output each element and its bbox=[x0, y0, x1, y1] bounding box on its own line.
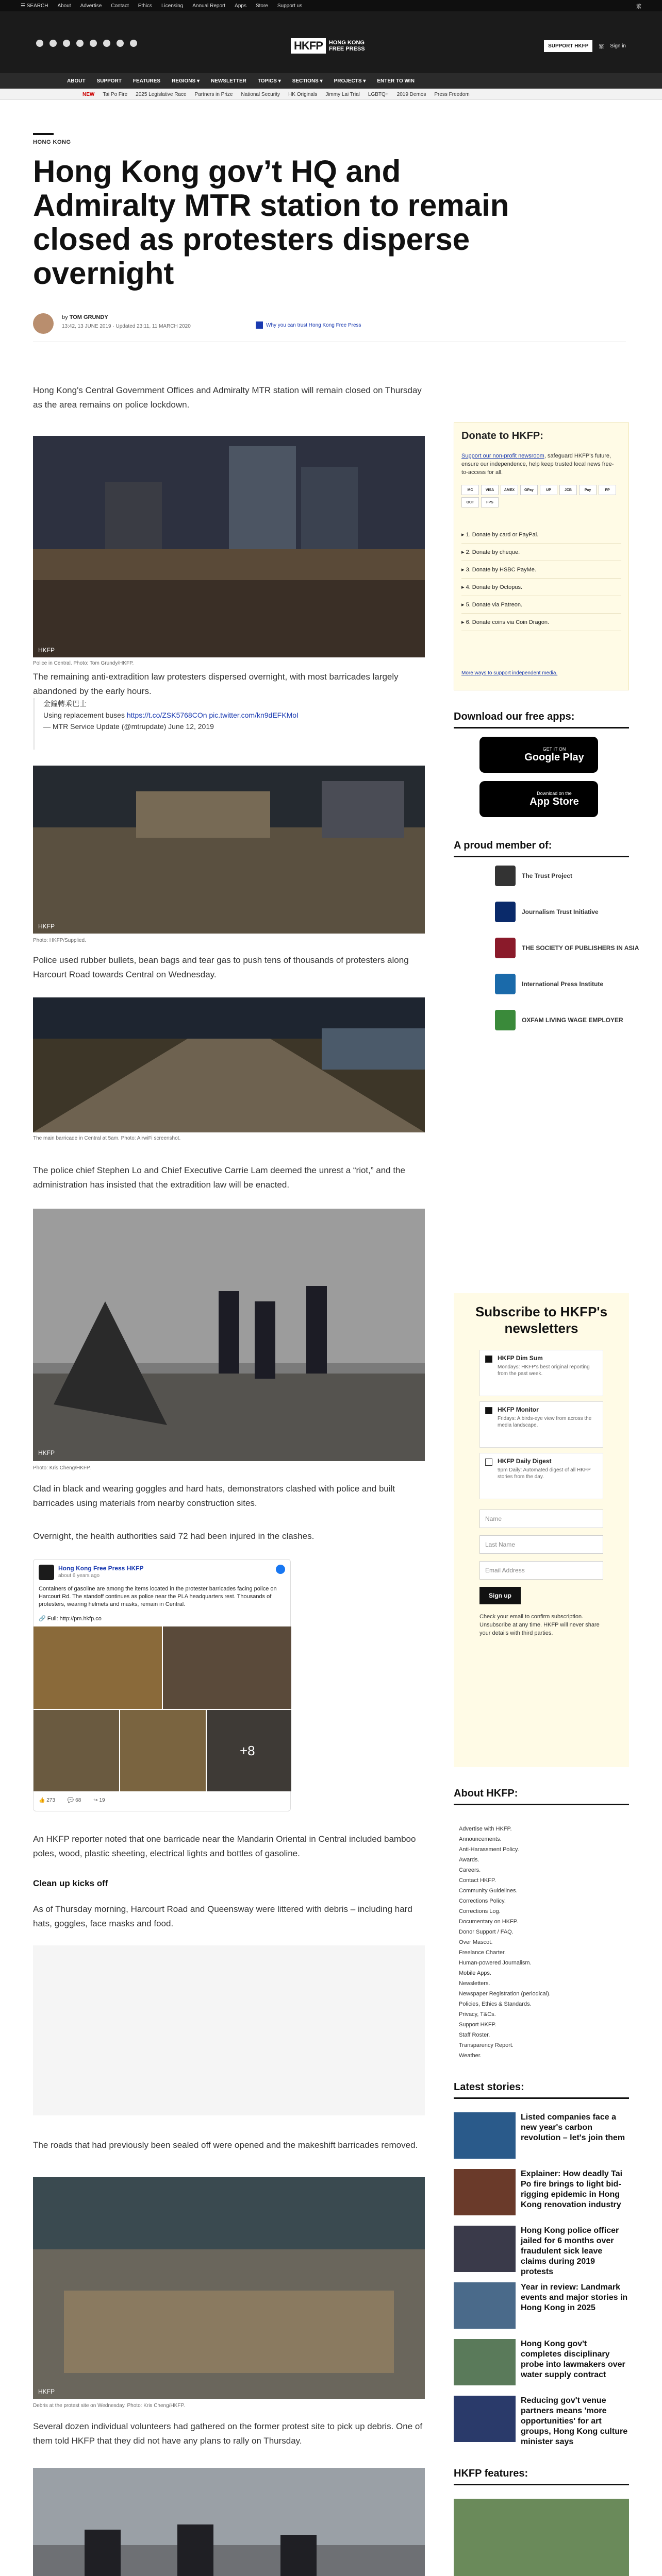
tweet-line2: Using replacement buses bbox=[43, 711, 125, 719]
checkbox-icon[interactable] bbox=[485, 1407, 492, 1414]
paragraph: As of Thursday morning, Harcourt Road and Queensway were littered with debris – including hard hats, goggles, face masks and food. bbox=[33, 1904, 412, 1928]
donate-title: Donate to HKFP: bbox=[461, 430, 543, 442]
subnav-item[interactable]: HK Originals bbox=[288, 91, 318, 97]
about-link[interactable]: Contact HKFP. bbox=[459, 1877, 496, 1884]
facebook-icon[interactable] bbox=[276, 1565, 285, 1574]
subnav-item[interactable]: LGBTQ+ bbox=[368, 91, 389, 97]
paragraph: Overnight, the health authorities said 72 had been injured in the clashes. bbox=[33, 1531, 315, 1541]
site-header bbox=[0, 11, 662, 73]
top-bar bbox=[0, 0, 662, 11]
trust-icon bbox=[256, 321, 263, 329]
about-link[interactable]: Newspaper Registration (periodical). bbox=[459, 1991, 551, 1997]
email-input[interactable]: Email Address bbox=[479, 1561, 603, 1580]
fb-shares-count: 19 bbox=[99, 1798, 105, 1803]
subnav-item[interactable]: 2019 Demos bbox=[396, 91, 426, 97]
subnav-item[interactable]: Partners in Prize bbox=[194, 91, 233, 97]
story-title: Reducing gov't venue partners means 'more opportunities' for art groups, Hong Kong culture minister says bbox=[521, 2396, 628, 2446]
subnav-item[interactable]: National Security bbox=[241, 91, 280, 97]
story-title: Explainer: How deadly Tai Po fire brings to light bid-rigging epidemic in Hong Kong renovation industry bbox=[521, 2170, 623, 2209]
fb-page-name[interactable]: Hong Kong Free Press HKFP bbox=[58, 1565, 144, 1572]
name-input[interactable]: Name bbox=[479, 1510, 603, 1528]
gp-big: Google Play bbox=[524, 751, 584, 763]
article-title: Hong Kong gov’t HQ and Admiralty MTR station to remain closed as protesters disperse overnight bbox=[33, 154, 509, 291]
paragraph: Several dozen individual volunteers had gathered on the former protest site to pick up debris. One of them told HKFP that they did not have any plans to rally on Thursday. bbox=[33, 2421, 423, 2446]
article-image-5[interactable] bbox=[33, 2177, 425, 2399]
about-link[interactable]: Mobile Apps. bbox=[459, 1970, 491, 1976]
paragraph: An HKFP reporter noted that one barricade near the Mandarin Oriental in Central included bamboo poles, wood, plastic sheeting, electrical lights and bottles of gasoline. bbox=[33, 1834, 416, 1858]
newsletter-option-desc: Mondays: HKFP's best original reporting from the past week. bbox=[498, 1364, 590, 1377]
octopus-icon: OCT bbox=[461, 497, 479, 507]
trust-link[interactable] bbox=[256, 321, 361, 329]
article-image-6[interactable] bbox=[33, 2468, 425, 2576]
about-link[interactable]: Newsletters. bbox=[459, 1980, 490, 1987]
trust-link-label: Why you can trust Hong Kong Free Press bbox=[266, 322, 361, 328]
nav-enter-to-win[interactable]: ENTER TO WIN bbox=[377, 78, 415, 84]
about-link[interactable]: Community Guidelines. bbox=[459, 1888, 518, 1894]
article-image-3[interactable] bbox=[33, 997, 425, 1132]
donate-more-link[interactable]: More ways to support independent media. bbox=[461, 670, 558, 676]
social-icons bbox=[36, 40, 137, 47]
latest-heading: Latest stories: bbox=[454, 2081, 629, 2099]
features-heading: HKFP features: bbox=[454, 2468, 629, 2485]
donate-option[interactable]: ▸ 6. Donate coins via Coin Dragon. bbox=[461, 614, 621, 631]
member-label: Journalism Trust Initiative bbox=[522, 908, 599, 916]
subnav-item[interactable]: Jimmy Lai Trial bbox=[325, 91, 360, 97]
tweet-link[interactable]: https://t.co/ZSK5768COn pic.twitter.com/kn9dEFKMoI bbox=[126, 711, 299, 719]
debris-photo bbox=[33, 2177, 425, 2399]
logo-abbr: HKFP bbox=[291, 38, 326, 54]
article-dates: 13:42, 13 JUNE 2019 · Updated 23:11, 11 MARCH 2020 bbox=[62, 324, 191, 329]
feature-story[interactable] bbox=[454, 2499, 629, 2576]
site-logo[interactable] bbox=[291, 38, 365, 54]
amex-icon: AMEX bbox=[501, 485, 518, 495]
article-image-2[interactable] bbox=[33, 766, 425, 934]
donate-option[interactable]: ▸ 4. Donate by Octopus. bbox=[461, 579, 621, 596]
nav-features[interactable]: FEATURES bbox=[133, 78, 161, 84]
newsletter-option-title: HKFP Monitor bbox=[498, 1406, 539, 1413]
image-watermark: HKFP bbox=[38, 2388, 55, 2395]
about-link[interactable]: Corrections Policy. bbox=[459, 1898, 506, 1904]
about-link[interactable]: Staff Roster. bbox=[459, 2032, 490, 2038]
instagram-icon[interactable] bbox=[63, 40, 70, 47]
nav-projects[interactable]: PROJECTS ▾ bbox=[334, 78, 366, 84]
newsletter-option-daily[interactable] bbox=[479, 1453, 603, 1499]
article-category[interactable]: HONG KONG bbox=[33, 139, 71, 145]
article-image-4[interactable] bbox=[33, 1209, 425, 1461]
nav-about[interactable]: ABOUT bbox=[67, 78, 86, 84]
fps-icon: FPS bbox=[481, 497, 499, 507]
about-link[interactable]: Announcements. bbox=[459, 1836, 502, 1842]
about-link[interactable]: Advertise with HKFP. bbox=[459, 1826, 512, 1832]
oxfam-icon bbox=[495, 1010, 516, 1030]
member-label: International Press Institute bbox=[522, 980, 604, 988]
police-photo bbox=[33, 436, 425, 657]
lang-toggle[interactable]: 繁 bbox=[599, 44, 604, 50]
as-small: Download on the bbox=[537, 790, 572, 796]
story-title: Hong Kong gov't completes disciplinary probe into lawmakers over water supply contract bbox=[521, 2340, 625, 2379]
latest-story[interactable] bbox=[454, 2282, 629, 2334]
donate-option[interactable]: ▸ 5. Donate via Patreon. bbox=[461, 596, 621, 614]
fb-comments-count: 68 bbox=[75, 1798, 81, 1803]
support-button[interactable]: SUPPORT HKFP bbox=[544, 40, 592, 52]
donate-link[interactable]: Support our non-profit newsroom bbox=[461, 453, 544, 459]
donate-option[interactable]: ▸ 3. Donate by HSBC PayMe. bbox=[461, 561, 621, 579]
protest-photo-2 bbox=[33, 766, 425, 934]
donate-option-label: 5. Donate via Patreon. bbox=[466, 602, 523, 608]
topbar-lang[interactable]: 繁 bbox=[636, 4, 641, 10]
logo-line1: HONG KONG bbox=[328, 40, 365, 46]
mastercard-icon: MC bbox=[461, 485, 479, 495]
newsletter-option-desc: Fridays: A birds-eye view from across the media landscape. bbox=[498, 1416, 592, 1428]
email-icon[interactable] bbox=[130, 40, 137, 47]
sopa-icon bbox=[495, 938, 516, 958]
donate-option-label: 6. Donate coins via Coin Dragon. bbox=[466, 619, 550, 625]
fb-likes[interactable]: 👍 273 bbox=[39, 1798, 55, 1803]
topbar-link-store[interactable]: Store bbox=[255, 3, 268, 9]
topbar-link-licensing[interactable]: Licensing bbox=[161, 3, 184, 9]
telegram-icon[interactable] bbox=[103, 40, 110, 47]
image-caption: Police in Central. Photo: Tom Grundy/HKFP. bbox=[33, 660, 134, 666]
search-link[interactable]: ☰ SEARCH bbox=[21, 3, 48, 9]
topbar-link-about[interactable]: About bbox=[57, 3, 71, 9]
topbar-link-support[interactable]: Support us bbox=[277, 3, 303, 9]
subnav-item[interactable]: 2025 Legislative Race bbox=[136, 91, 187, 97]
apps-heading: Download our free apps: bbox=[454, 711, 629, 728]
tweet-line1: 金鐘轉乘巴士 bbox=[43, 700, 87, 708]
about-link[interactable]: Anti-Harassment Policy. bbox=[459, 1846, 519, 1853]
nav-regions[interactable]: REGIONS ▾ bbox=[172, 78, 200, 84]
author-prefix: by bbox=[62, 314, 68, 320]
paypal-icon: PP bbox=[599, 485, 616, 495]
donate-option[interactable]: ▸ 1. Donate by card or PayPal. bbox=[461, 526, 621, 544]
volunteers-photo bbox=[33, 2468, 425, 2576]
donate-text bbox=[461, 452, 616, 477]
fb-page-avatar[interactable] bbox=[39, 1565, 54, 1580]
member-jti[interactable] bbox=[495, 902, 599, 922]
image-caption: Photo: Kris Cheng/HKFP. bbox=[33, 1465, 91, 1471]
about-link[interactable]: Awards. bbox=[459, 1857, 479, 1863]
newsletter-option-desc: 9pm Daily: Automated digest of all HKFP stories from the day. bbox=[498, 1467, 591, 1480]
feature-image bbox=[454, 2499, 629, 2576]
unionpay-icon: UP bbox=[540, 485, 557, 495]
donate-option[interactable]: ▸ 2. Donate by cheque. bbox=[461, 544, 621, 561]
about-link[interactable]: Careers. bbox=[459, 1867, 481, 1873]
member-label: The Trust Project bbox=[522, 872, 573, 879]
about-heading: About HKFP: bbox=[454, 1788, 629, 1805]
about-link[interactable]: Over Mascot. bbox=[459, 1939, 493, 1945]
subnav-item[interactable]: Tai Po Fire bbox=[103, 91, 128, 97]
image-watermark: HKFP bbox=[38, 923, 55, 930]
app-store-button[interactable] bbox=[479, 781, 598, 817]
donate-box bbox=[454, 422, 629, 690]
paragraph: Police used rubber bullets, bean bags and tear gas to push tens of thousands of protesters along Harcourt Road towards Central on Wednesday. bbox=[33, 955, 409, 979]
author-line bbox=[62, 314, 108, 320]
apple-pay-icon: Pay bbox=[579, 485, 597, 495]
donate-option-label: 2. Donate by cheque. bbox=[466, 549, 520, 555]
logo-text bbox=[329, 40, 365, 52]
category-rule bbox=[33, 133, 54, 135]
signup-button[interactable]: Sign up bbox=[479, 1587, 521, 1604]
sub-nav bbox=[0, 89, 662, 100]
nav-newsletter[interactable]: NEWSLETTER bbox=[210, 78, 246, 84]
payment-cards bbox=[461, 485, 621, 507]
latest-story[interactable] bbox=[454, 2226, 629, 2277]
ipi-icon bbox=[495, 974, 516, 994]
newsletter-option-monitor[interactable] bbox=[479, 1401, 603, 1448]
member-label: THE SOCIETY OF PUBLISHERS IN ASIA bbox=[522, 944, 639, 952]
article-spacer bbox=[33, 1945, 425, 2115]
donate-options bbox=[461, 526, 621, 631]
about-link[interactable]: Transparency Report. bbox=[459, 2042, 514, 2048]
paragraph: Hong Kong's Central Government Offices and Admiralty MTR station will remain closed on Thursday as the area remains on police lockdown. bbox=[33, 385, 422, 410]
main-nav bbox=[0, 73, 662, 89]
linkedin-icon[interactable] bbox=[90, 40, 97, 47]
newsletter-option-title: HKFP Daily Digest bbox=[498, 1458, 552, 1465]
about-link[interactable]: Documentary on HKFP. bbox=[459, 1919, 518, 1925]
donate-option-label: 4. Donate by Octopus. bbox=[466, 584, 523, 590]
about-link[interactable]: Donor Support / FAQ. bbox=[459, 1929, 514, 1935]
story-thumbnail bbox=[454, 2396, 516, 2442]
signin-link[interactable]: Sign in bbox=[610, 43, 626, 49]
latest-story[interactable] bbox=[454, 2169, 629, 2221]
donate-option-label: 3. Donate by HSBC PayMe. bbox=[466, 567, 536, 573]
about-list bbox=[459, 1824, 629, 2061]
member-sopa[interactable] bbox=[495, 938, 639, 958]
last-name-input[interactable]: Last Name bbox=[479, 1535, 603, 1554]
image-caption: The main barricade in Central at 5am. Photo: AirwiFi screenshot. bbox=[33, 1136, 181, 1141]
story-thumbnail bbox=[454, 2339, 516, 2385]
donate-text-body: , safeguard HKFP's future, ensure our independence, help keep trusted local news free-to-access for all. bbox=[461, 453, 614, 476]
fb-stats bbox=[39, 1798, 105, 1803]
newsletter-box bbox=[454, 1293, 629, 1767]
fb-comments[interactable]: 💬 68 bbox=[67, 1798, 81, 1803]
facebook-icon[interactable] bbox=[36, 40, 43, 47]
fb-shares[interactable]: ↪ 19 bbox=[93, 1798, 105, 1803]
story-thumbnail bbox=[454, 2112, 516, 2159]
fb-photo-grid[interactable] bbox=[34, 1626, 291, 1791]
search-label: SEARCH bbox=[26, 3, 48, 9]
newsletter-option-dim-sum[interactable] bbox=[479, 1350, 603, 1396]
checkbox-icon[interactable] bbox=[485, 1459, 492, 1466]
about-link[interactable]: Privacy, T&Cs. bbox=[459, 2011, 496, 2018]
topbar-link-annual-report[interactable]: Annual Report bbox=[192, 3, 226, 9]
about-link[interactable]: Support HKFP. bbox=[459, 2022, 496, 2028]
image-watermark: HKFP bbox=[38, 647, 55, 654]
image-caption: Photo: HKFP/Supplied. bbox=[33, 938, 86, 943]
member-oxfam[interactable] bbox=[495, 1010, 623, 1030]
author-name[interactable]: TOM GRUNDY bbox=[69, 314, 108, 320]
fb-likes-count: 273 bbox=[46, 1798, 55, 1803]
newsletter-note: Check your email to confirm subscription. Unsubscribe at any time. HKFP will never share your details with third parties. bbox=[479, 1614, 600, 1636]
article-image-police[interactable] bbox=[33, 436, 425, 657]
story-title: Year in review: Landmark events and major stories in Hong Kong in 2025 bbox=[521, 2283, 628, 2312]
youtube-icon[interactable] bbox=[76, 40, 84, 47]
jti-icon bbox=[495, 902, 516, 922]
latest-story[interactable] bbox=[454, 2339, 629, 2391]
google-pay-icon: GPay bbox=[520, 485, 538, 495]
about-link[interactable]: Human-powered Journalism. bbox=[459, 1960, 532, 1966]
latest-story[interactable] bbox=[454, 2396, 629, 2447]
google-play-button[interactable] bbox=[479, 737, 598, 773]
twitter-icon[interactable] bbox=[49, 40, 57, 47]
barricade-photo bbox=[33, 997, 425, 1132]
logo-line2: FREE PRESS bbox=[328, 46, 365, 52]
fb-more-count: +8 bbox=[240, 1743, 255, 1758]
about-link[interactable]: Weather. bbox=[459, 2053, 482, 2059]
topbar-link-ethics[interactable]: Ethics bbox=[138, 3, 152, 9]
subheading: Clean up kicks off bbox=[33, 1878, 108, 1888]
latest-story[interactable] bbox=[454, 2112, 629, 2164]
visa-icon: VISA bbox=[481, 485, 499, 495]
gp-small: GET IT ON bbox=[542, 746, 566, 752]
new-badge: NEW bbox=[82, 91, 95, 97]
embedded-tweet bbox=[33, 698, 425, 750]
paragraph: The remaining anti-extradition law protesters dispersed overnight, with most barricades largely abandoned by the early hours. bbox=[33, 672, 399, 696]
about-link[interactable]: Freelance Charter. bbox=[459, 1950, 506, 1956]
topbar-link-advertise[interactable]: Advertise bbox=[80, 3, 102, 9]
nav-sections[interactable]: SECTIONS ▾ bbox=[292, 78, 323, 84]
paragraph: The police chief Stephen Lo and Chief Executive Carrie Lam deemed the unrest a “riot,” and the administration has insisted that the extradition law will be enacted. bbox=[33, 1165, 405, 1190]
member-label: OXFAM LIVING WAGE EMPLOYER bbox=[522, 1016, 623, 1024]
trust-project-icon bbox=[495, 866, 516, 886]
story-thumbnail bbox=[454, 2169, 516, 2215]
fb-time: about 6 years ago bbox=[58, 1573, 100, 1579]
checkbox-icon[interactable] bbox=[485, 1355, 492, 1363]
jcb-icon: JCB bbox=[559, 485, 577, 495]
author-avatar[interactable] bbox=[33, 313, 54, 334]
story-title: Listed companies face a new year's carbon revolution – let's join them bbox=[521, 2113, 625, 2142]
story-thumbnail bbox=[454, 2226, 516, 2272]
newsletter-option-title: HKFP Dim Sum bbox=[498, 1354, 543, 1362]
fb-post-link[interactable]: 🔗 Full: http://pm.hkfp.co bbox=[39, 1616, 102, 1622]
member-trust-project[interactable] bbox=[495, 866, 572, 886]
tear-gas-photo bbox=[33, 1209, 425, 1461]
paragraph: The roads that had previously been sealed off were opened and the makeshift barricades removed. bbox=[33, 2140, 418, 2150]
byline bbox=[33, 311, 626, 342]
story-title: Hong Kong police officer jailed for 6 months over fraudulent sick leave claims during 2019 protests bbox=[521, 2226, 619, 2276]
member-ipi[interactable] bbox=[495, 974, 603, 994]
image-watermark: HKFP bbox=[38, 1449, 55, 1456]
tweet-source[interactable]: — MTR Service Update (@mtrupdate) June 12, 2019 bbox=[43, 722, 214, 731]
paragraph: Clad in black and wearing goggles and hard hats, demonstrators clashed with police and built barricades using materials from nearby construction sites. bbox=[33, 1484, 395, 1508]
facebook-embed bbox=[33, 1559, 291, 1811]
as-big: App Store bbox=[529, 795, 579, 807]
fb-post-text: Containers of gasoline are among the items located in the protester barricades facing police on Harcourt Rd. The standoff continues as police near the PLA headquarters rest. Thousands of protesters, wearing helmets and masks, remain in Central. bbox=[39, 1586, 277, 1607]
nav-topics[interactable]: TOPICS ▾ bbox=[257, 78, 281, 84]
topbar-link-contact[interactable]: Contact bbox=[111, 3, 129, 9]
newsletter-title: Subscribe to HKFP's newsletters bbox=[475, 1304, 608, 1336]
image-caption: Debris at the protest site on Wednesday. Photo: Kris Cheng/HKFP. bbox=[33, 2403, 185, 2409]
subnav-item[interactable]: Press Freedom bbox=[434, 91, 470, 97]
about-link[interactable]: Corrections Log. bbox=[459, 1908, 501, 1914]
member-heading: A proud member of: bbox=[454, 840, 629, 857]
donate-option-label: 1. Donate by card or PayPal. bbox=[466, 532, 539, 538]
story-thumbnail bbox=[454, 2282, 516, 2329]
topbar-link-apps[interactable]: Apps bbox=[235, 3, 246, 9]
about-link[interactable]: Policies, Ethics & Standards. bbox=[459, 2001, 532, 2007]
rss-icon[interactable] bbox=[117, 40, 124, 47]
nav-support[interactable]: SUPPORT bbox=[96, 78, 122, 84]
